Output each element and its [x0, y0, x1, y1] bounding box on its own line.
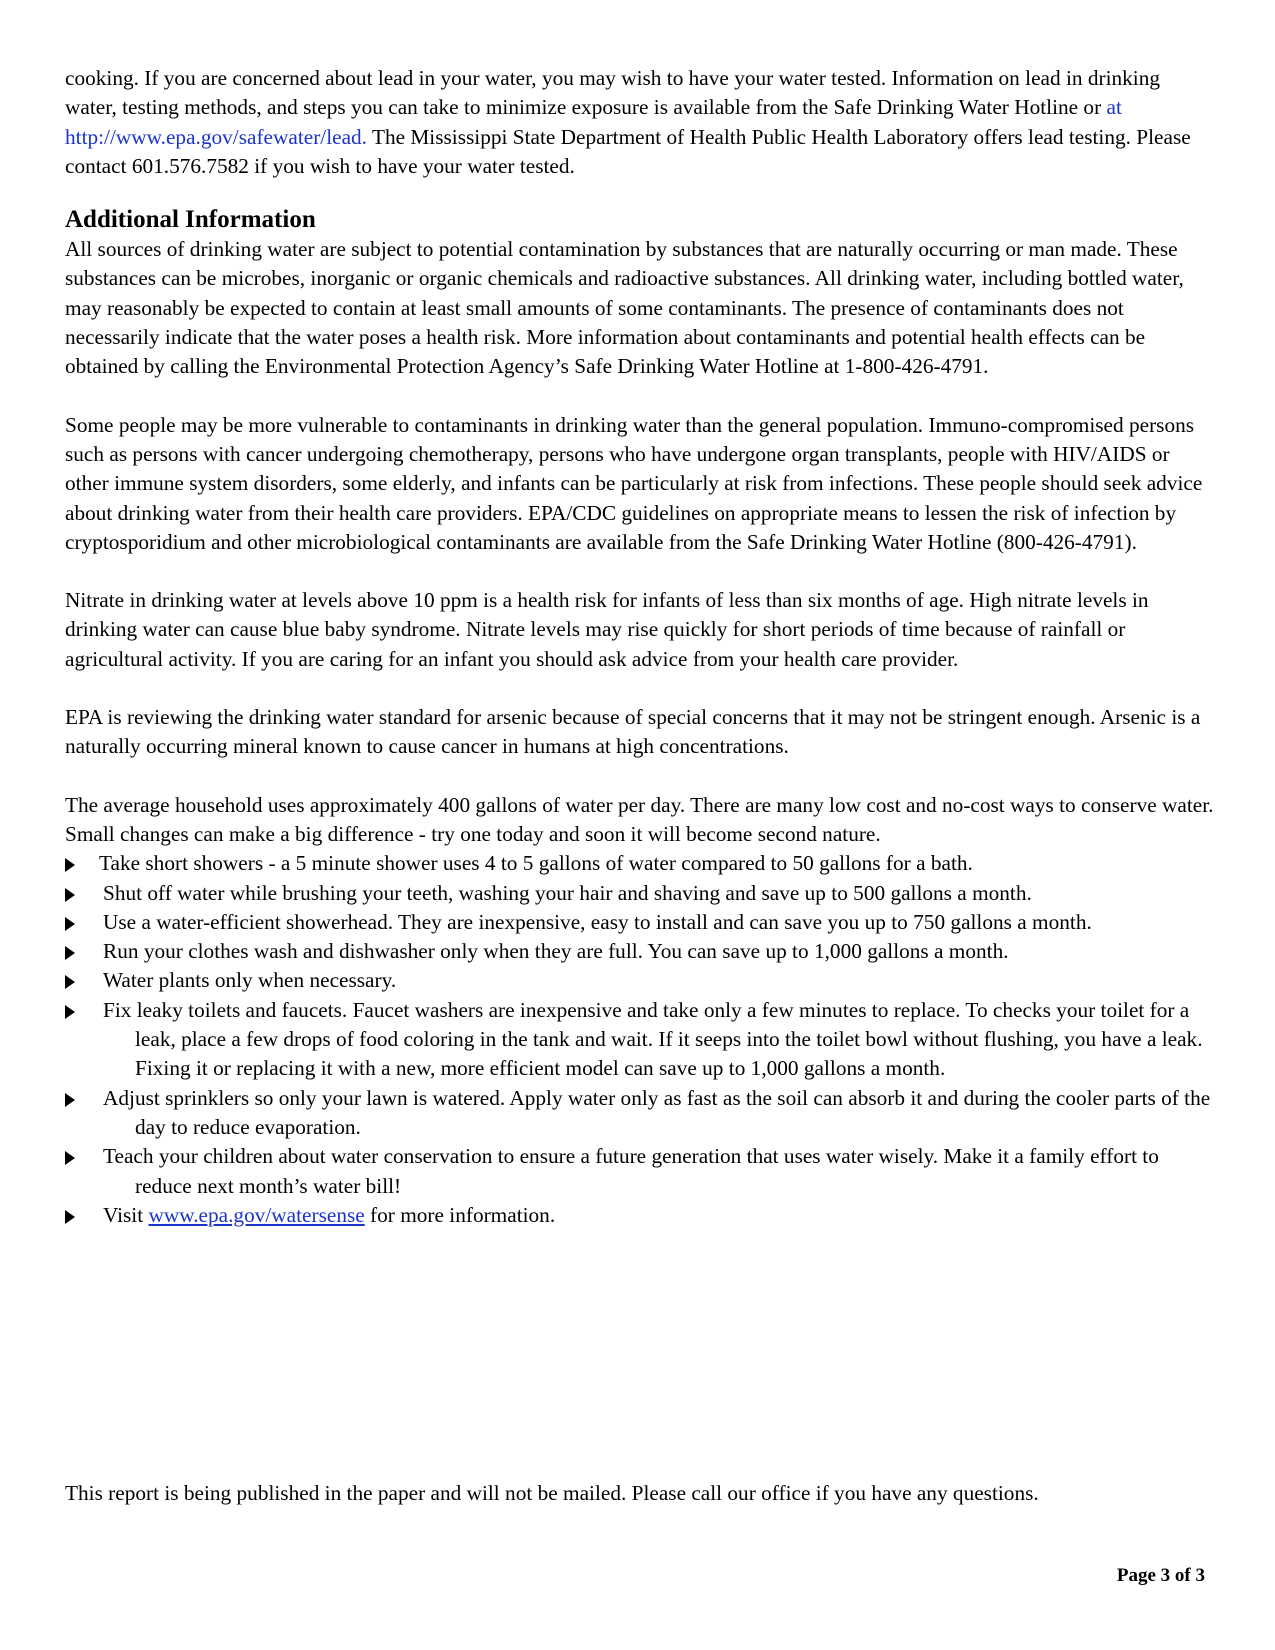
conservation-tips-list	[65, 849, 1215, 1230]
bullet-arrow-icon	[65, 1005, 75, 1019]
bullet-arrow-icon	[65, 858, 75, 872]
list-item	[65, 849, 1215, 878]
paragraph-vulnerable-people: Some people may be more vulnerable to contaminants in drinking water than the general population. Immuno-compromised persons such as persons with cancer undergoing chemotherapy, persons who have undergone organ transplants, people with HIV/AIDS or other immune system disorders, some elderly, and infants can be particularly at risk from infections. These people should seek advice about drinking water from their health care providers. EPA/CDC guidelines on appropriate means to lessen the risk of infection by cryptosporidium and other microbiological contaminants are available from the Safe Drinking Water Hotline (800-426-4791).	[65, 412, 1203, 554]
bullet-arrow-icon	[65, 975, 75, 989]
list-item	[65, 1084, 1215, 1143]
list-item	[65, 1142, 1215, 1201]
list-item	[65, 937, 1215, 966]
list-item-text: Use a water-efficient showerhead. They are inexpensive, easy to install and can save you up to 750 gallons a month.	[103, 909, 1092, 934]
list-item-text: Shut off water while brushing your teeth, washing your hair and shaving and save up to 500 gallons a month.	[103, 880, 1032, 905]
bullet-arrow-icon	[65, 946, 75, 960]
bullet-arrow-icon	[65, 917, 75, 931]
bullet-arrow-icon	[65, 1210, 75, 1224]
watersense-link[interactable]: www.epa.gov/watersense	[148, 1202, 365, 1227]
bullet-arrow-icon	[65, 1151, 75, 1165]
bullet-arrow-icon	[65, 1093, 75, 1107]
list-item-text: Run your clothes wash and dishwasher only when they are full. You can save up to 1,000 gallons a month.	[103, 939, 1009, 964]
list-item-text: Teach your children about water conservation to ensure a future generation that uses water wisely. Make it a family effort to reduce next month’s water bill!	[103, 1144, 1159, 1198]
epa-lead-link[interactable]: at http://www.epa.gov/safewater/lead.	[65, 95, 1122, 149]
paragraph-contamination: All sources of drinking water are subject to potential contamination by substances that are naturally occurring or man made. These substances can be microbes, inorganic or organic chemicals and radioactive substances. All drinking water, including bottled water, may reasonably be expected to contain at least small amounts of some contaminants. The presence of contaminants does not necessarily indicate that the water poses a health risk. More information about contaminants and potential health effects can be obtained by calling the Environmental Protection Agency’s Safe Drinking Water Hotline at 1-800-426-4791.	[65, 237, 1184, 379]
visit-text-after: for more information.	[364, 1202, 556, 1227]
document-body	[65, 64, 1215, 1230]
lead-info-paragraph	[65, 64, 1215, 181]
list-item	[65, 966, 1215, 995]
page-number: Page 3 of 3	[1116, 1565, 1205, 1586]
list-item-text: Fix leaky toilets and faucets. Faucet washers are inexpensive and take only a few minutes to replace. To checks your toilet for a leak, place a few drops of food coloring in the tank and wait. If it seeps into the toilet bowl without flushing, you have a leak. Fixing it or replacing it with a new, more efficient model can save up to 1,000 gallons a month.	[103, 997, 1203, 1081]
list-item-text: Water plants only when necessary.	[103, 968, 397, 993]
paragraph-conservation: The average household uses approximately 400 gallons of water per day. There are many low cost and no-cost ways to conserve water. Small changes can make a big difference - try one today and soon it will become second nature.	[65, 792, 1214, 846]
bullet-arrow-icon	[65, 888, 75, 902]
list-item	[65, 996, 1215, 1084]
list-item	[65, 879, 1215, 908]
intro-text-before: cooking. If you are concerned about lead in your water, you may wish to have your water tested. Information on lead in drinking water, testing methods, and steps you can take to minimize exposure is available from the Safe Drinking Water Hotline or	[65, 66, 1161, 120]
visit-text-before: Visit	[103, 1202, 149, 1227]
closing-statement: This report is being published in the paper and will not be mailed. Please call our office if you have any questions.	[65, 1481, 1039, 1505]
list-item-text: Take short showers - a 5 minute shower uses 4 to 5 gallons of water compared to 50 gallons for a bath.	[99, 851, 973, 876]
list-item-text: Adjust sprinklers so only your lawn is watered. Apply water only as fast as the soil can absorb it and during the cooler parts of the day to reduce evaporation.	[103, 1085, 1211, 1139]
intro-text-after: The Mississippi State Department of Health Public Health Laboratory offers lead testing. Please contact 601.576.7582 if you wish to have your water tested.	[65, 124, 1191, 178]
section-heading: Additional Information	[65, 206, 316, 234]
paragraph-arsenic: EPA is reviewing the drinking water standard for arsenic because of special concerns that it may not be stringent enough. Arsenic is a naturally occurring mineral known to cause cancer in humans at high concentrations.	[65, 705, 1201, 759]
paragraph-nitrate: Nitrate in drinking water at levels above 10 ppm is a health risk for infants of less than six months of age. High nitrate levels in drinking water can cause blue baby syndrome. Nitrate levels may rise quickly for short periods of time because of rainfall or agricultural activity. If you are caring for an infant you should ask advice from your health care provider.	[65, 588, 1149, 671]
list-item	[65, 1201, 1215, 1230]
list-item	[65, 908, 1215, 937]
